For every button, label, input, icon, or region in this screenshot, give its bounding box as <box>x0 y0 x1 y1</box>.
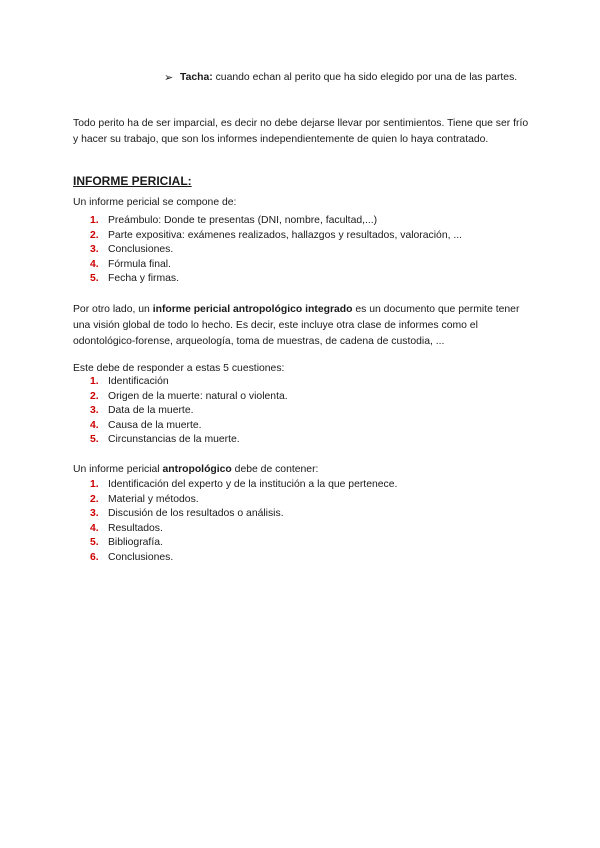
list-number: 2. <box>90 493 99 505</box>
list-item <box>90 390 288 405</box>
paragraph-integrado-bold: informe pericial antropológico integrado <box>152 304 353 315</box>
list-number: 5. <box>90 434 99 446</box>
paragraph-integrado-pre: Por otro lado, un <box>73 304 153 315</box>
list-item <box>90 522 397 537</box>
list-text: Resultados. <box>108 522 163 534</box>
tacha-label: Tacha: <box>180 72 213 83</box>
list-item <box>90 536 397 551</box>
list-item <box>90 507 397 522</box>
list-number: 1. <box>90 376 99 387</box>
list-number: 3. <box>90 244 99 256</box>
list-text: Conclusiones. <box>108 244 174 256</box>
list-item <box>90 478 397 493</box>
list-item <box>90 404 288 419</box>
list-text: Fecha y firmas. <box>108 273 180 285</box>
list-number: 2. <box>90 229 99 241</box>
section2-lead: Este debe de responder a estas 5 cuestiones: <box>73 363 285 374</box>
list-number: 6. <box>90 551 99 563</box>
tacha-bullet-text <box>180 70 524 86</box>
list-item <box>90 375 288 390</box>
list-text: Causa de la muerte. <box>108 419 202 431</box>
list-text: Parte expositiva: exámenes realizados, hallazgos y resultados, valoración, ... <box>108 229 463 241</box>
list-number: 3. <box>90 508 99 520</box>
list-number: 4. <box>90 522 99 534</box>
arrow-bullet-icon: ➢ <box>164 72 174 84</box>
list-number: 1. <box>90 479 99 490</box>
tacha-definition: cuando echan al perito que ha sido elegido por una de las partes. <box>212 72 518 83</box>
section1-list <box>90 214 462 287</box>
list-number: 4. <box>90 419 99 431</box>
section3-lead-post: debe de contener: <box>231 464 319 475</box>
section3-list <box>90 478 397 566</box>
list-item <box>90 419 288 434</box>
list-text: Material y métodos. <box>108 493 199 505</box>
list-number: 1. <box>90 215 99 226</box>
list-item <box>90 243 462 258</box>
list-number: 2. <box>90 390 99 402</box>
list-item <box>90 493 397 508</box>
list-item <box>90 433 288 448</box>
list-item <box>90 229 462 244</box>
section-heading: INFORME PERICIAL: <box>73 174 192 188</box>
section2-list <box>90 375 288 448</box>
list-text: Data de la muerte. <box>108 405 194 417</box>
section3-lead-pre: Un informe pericial <box>73 464 163 475</box>
list-item <box>90 551 397 566</box>
section3-lead-bold: antropológico <box>162 464 232 475</box>
list-text: Circunstancias de la muerte. <box>108 434 240 446</box>
list-number: 4. <box>90 258 99 270</box>
list-number: 3. <box>90 405 99 417</box>
section1-lead: Un informe pericial se compone de: <box>73 197 237 208</box>
list-item <box>90 214 462 229</box>
list-number: 5. <box>90 273 99 285</box>
list-text: Origen de la muerte: natural o violenta. <box>108 390 288 402</box>
list-item <box>90 272 462 287</box>
list-text: Preámbulo: Donde te presentas (DNI, nombre, facultad,...) <box>108 215 378 226</box>
paragraph-integrado-post: es un documento que permite tener una visión global de todo lo hecho. Es decir, este incluye otra clase de informes como el odontológico-forense, arqueología, toma de muestras, de cadena de custodia, ... <box>73 304 520 347</box>
list-text: Identificación del experto y de la institución a la que pertenece. <box>108 479 398 490</box>
section3-lead <box>73 462 533 478</box>
list-text: Fórmula final. <box>108 258 171 270</box>
list-number: 5. <box>90 537 99 549</box>
list-item <box>90 258 462 273</box>
list-text: Conclusiones. <box>108 551 174 563</box>
list-text: Discusión de los resultados o análisis. <box>108 508 284 520</box>
intro-paragraph: Todo perito ha de ser imparcial, es decir no debe dejarse llevar por sentimientos. Tiene que ser frío y hacer su trabajo, que son los informes independientemente de quien lo haya contratado. <box>73 118 529 145</box>
list-text: Identificación <box>108 376 169 387</box>
list-text: Bibliografía. <box>108 537 163 549</box>
paragraph-integrado <box>73 302 533 350</box>
tacha-bullet <box>164 70 524 86</box>
